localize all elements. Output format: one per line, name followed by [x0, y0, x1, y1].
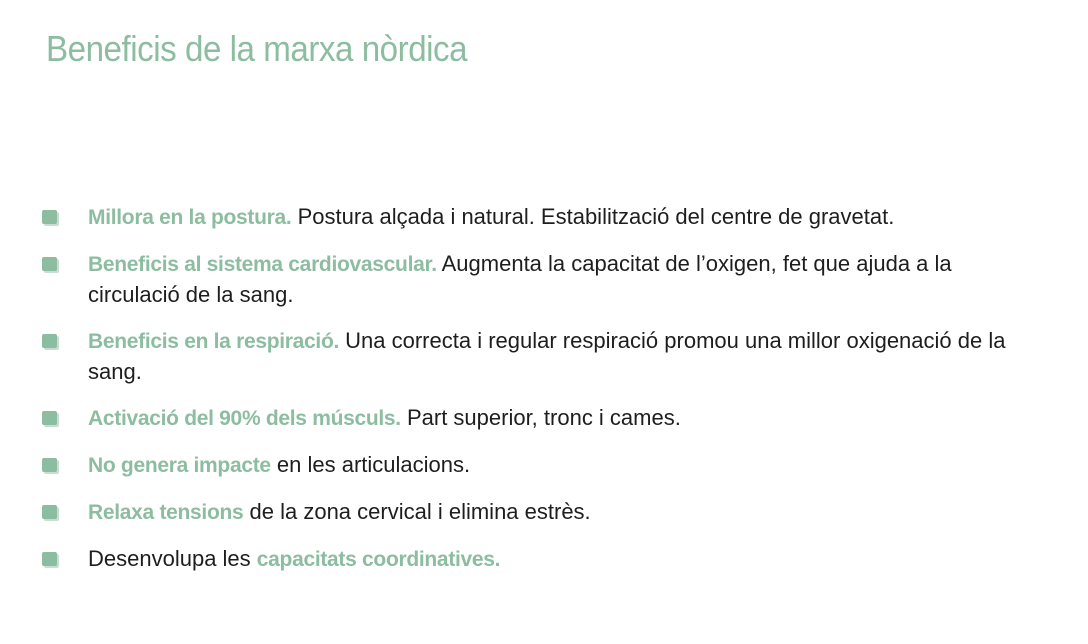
square-bullet-icon	[42, 257, 57, 271]
list-item	[40, 202, 1040, 233]
item-highlight: Beneficis al sistema cardiovascular.	[88, 253, 437, 276]
square-bullet-icon	[42, 552, 57, 566]
list-item	[40, 326, 1040, 387]
item-highlight: capacitats coordinatives.	[256, 548, 501, 571]
square-bullet-icon	[42, 210, 57, 224]
list-item	[40, 497, 1040, 528]
list-item	[40, 249, 1040, 310]
item-text: en les articulacions.	[270, 452, 471, 477]
list-item	[40, 450, 1040, 481]
square-bullet-icon	[42, 334, 57, 348]
item-highlight: No genera impacte	[88, 454, 271, 477]
benefits-list	[40, 202, 1040, 575]
item-highlight: Activació del 90% dels músculs.	[88, 407, 401, 430]
item-highlight: Relaxa tensions	[88, 501, 244, 524]
item-text: de la zona cervical i elimina estrès.	[243, 499, 591, 524]
item-highlight: Millora en la postura.	[88, 206, 292, 229]
item-text: Una correcta i regular respiració promou una millor oxigenació de la sang.	[88, 328, 1006, 384]
square-bullet-icon	[42, 505, 57, 519]
square-bullet-icon	[42, 458, 57, 472]
list-item	[40, 403, 1040, 434]
item-text: Part superior, tronc i cames.	[400, 405, 681, 430]
item-highlight: Beneficis en la respiració.	[88, 330, 340, 353]
item-text: Postura alçada i natural. Estabilització del centre de gravetat.	[291, 204, 895, 229]
item-text: Augmenta la capacitat de l’oxigen, fet que ajuda a la circulació de la sang.	[88, 251, 952, 307]
square-bullet-icon	[42, 411, 57, 425]
page-title: Beneficis de la marxa nòrdica	[46, 28, 468, 69]
list-item	[40, 544, 1040, 575]
item-text: Desenvolupa les	[88, 546, 257, 571]
